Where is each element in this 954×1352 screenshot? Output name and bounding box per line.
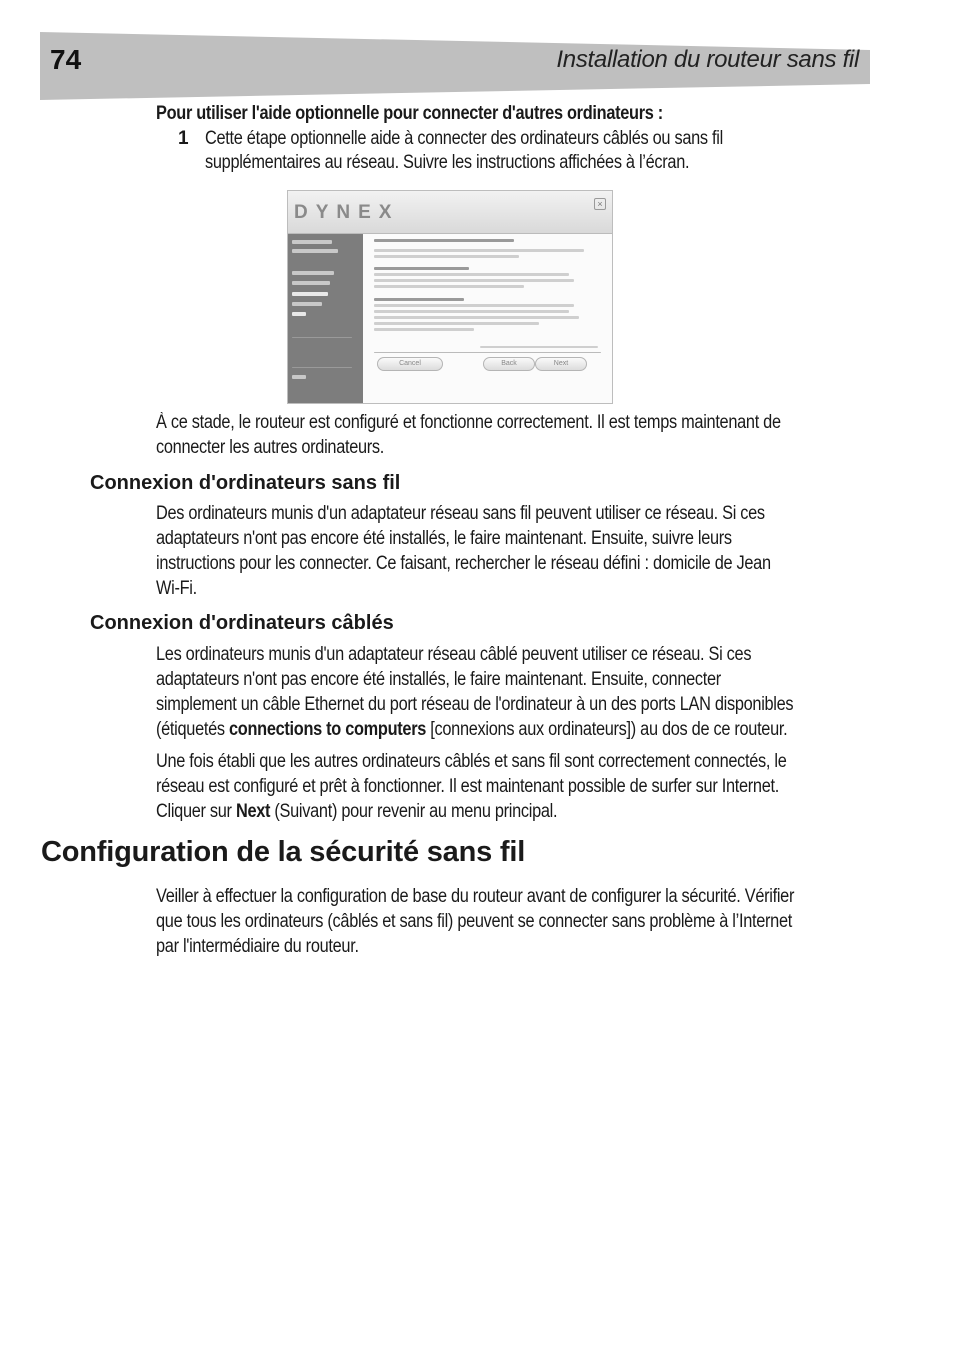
screenshot-next-button: Next (535, 357, 587, 371)
security-line1: Veiller à effectuer la configuration de base du routeur avant de configurer la sécurité. Vérifier (156, 886, 795, 907)
step-text-line1: Cette étape optionnelle aide à connecter des ordinateurs câblés ou sans fil (205, 128, 723, 149)
security-line2: que tous les ordinateurs (câblés et sans fil) peuvent se connecter sans problème à l’Internet (156, 911, 792, 932)
wireless-line1: Des ordinateurs munis d'un adaptateur réseau sans fil peuvent utiliser ce réseau. Si ces (156, 503, 765, 524)
wired-line2: adaptateurs n'ont pas encore été installés, le faire maintenant. Ensuite, connecter (156, 669, 721, 690)
next-label: Next (235, 801, 271, 822)
wired-para2-line3: Cliquer sur Next (Suivant) pour revenir au menu principal. (156, 801, 558, 822)
step-text-line2: supplémentaires au réseau. Suivre les instructions affichées à l’écran. (205, 152, 690, 173)
step-number: 1 (178, 128, 189, 149)
wired-para2-line1: Une fois établi que les autres ordinateurs câblés et sans fil sont correctement connectés, le (156, 751, 787, 772)
running-title: Installation du routeur sans fil (556, 46, 859, 73)
screenshot-sidebar (288, 234, 363, 403)
optional-help-heading: Pour utiliser l'aide optionnelle pour connecter d'autres ordinateurs : (156, 103, 663, 124)
wireless-line2: adaptateurs n'ont pas encore été installés, le faire maintenant. Ensuite, suivre leurs (156, 528, 732, 549)
close-icon: × (594, 198, 606, 210)
wired-section-heading: Connexion d'ordinateurs câblés (90, 612, 394, 634)
screenshot-content (363, 234, 612, 403)
screenshot-cancel-button: Cancel (377, 357, 443, 371)
router-setup-screenshot (287, 190, 613, 404)
wired-line3: simplement un câble Ethernet du port réseau de l'ordinateur à un des ports LAN disponibles (156, 694, 794, 715)
security-section-heading: Configuration de la sécurité sans fil (41, 836, 526, 868)
screenshot-header (288, 191, 612, 234)
screenshot-back-button: Back (483, 357, 535, 371)
status-paragraph-line2: connecter les autres ordinateurs. (156, 437, 385, 458)
connections-label: connections to computers (228, 719, 427, 740)
wireless-line4: Wi-Fi. (156, 578, 197, 599)
wireless-line3: instructions pour les connecter. Ce faisant, rechercher le réseau défini : domicile de Jean (156, 553, 771, 574)
wired-line4: (étiquetés connections to computers [connexions aux ordinateurs]) au dos de ce routeur. (156, 719, 788, 740)
security-line3: par l'intermédiaire du routeur. (156, 936, 359, 957)
dynex-logo: DYNEX (294, 202, 400, 223)
page-number: 74 (50, 44, 82, 75)
status-paragraph-line1: À ce stade, le routeur est configuré et fonctionne correctement. Il est temps maintenant de (156, 412, 781, 433)
wired-line1: Les ordinateurs munis d'un adaptateur réseau câblé peuvent utiliser ce réseau. Si ces (156, 644, 752, 665)
wireless-section-heading: Connexion d'ordinateurs sans fil (90, 472, 401, 494)
wired-para2-line2: réseau est configuré et prêt à fonctionner. Il est maintenant possible de surfer sur Internet. (156, 776, 779, 797)
